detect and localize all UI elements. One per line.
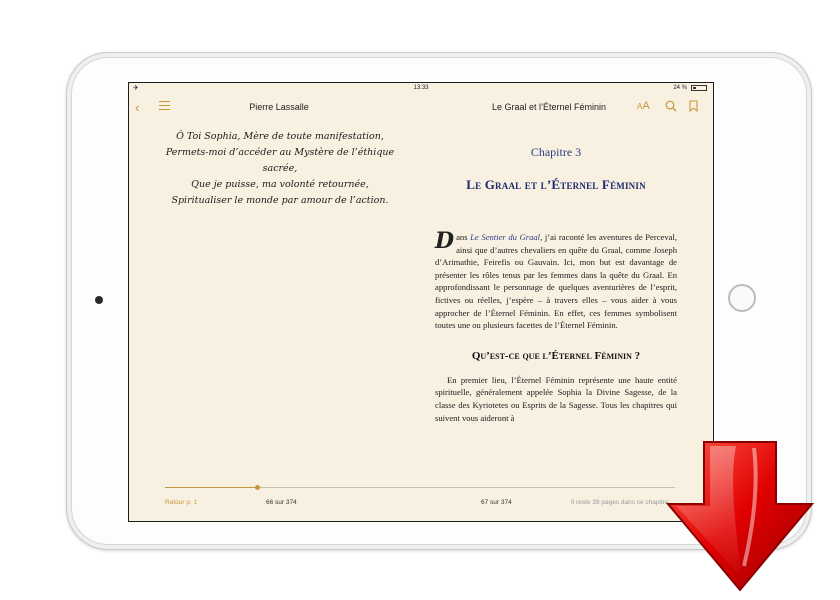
drop-cap: D — [435, 228, 455, 254]
front-camera — [95, 296, 103, 304]
home-button[interactable] — [728, 284, 756, 312]
search-icon[interactable] — [665, 100, 677, 112]
airplane-icon: ✈ — [133, 85, 139, 92]
dedication-verse — [155, 129, 405, 209]
verse-line: Que je puisse, ma volonté retournée, — [191, 179, 369, 190]
pages-remaining: Il reste 39 pages dans ce chapitre — [571, 499, 669, 506]
page-progress-slider[interactable] — [165, 487, 675, 488]
download-arrow-icon[interactable] — [664, 438, 816, 594]
reader-screen — [128, 82, 714, 522]
right-page — [435, 123, 677, 424]
back-to-page-link[interactable]: Retour p. 1 — [165, 499, 198, 506]
battery-icon — [691, 85, 707, 91]
toc-icon[interactable] — [159, 101, 170, 111]
back-chevron-icon[interactable]: ‹ — [135, 100, 140, 115]
bookmark-icon[interactable] — [689, 100, 698, 112]
verse-line: sacrée, — [262, 163, 298, 174]
right-page-count: 67 sur 374 — [481, 499, 512, 506]
reader-toolbar — [129, 95, 713, 121]
verse-line: Permets-moi d’accéder au Mystère de l’éthique — [165, 147, 395, 158]
paragraph-2: En premier lieu, l’Éternel Féminin représente une haute entité spirituelle, généralement appelée Sophia la Divine Sagesse, de la classe des Kyriotetes ou Esprits de la Sagesse. Tous les chapitres qui suivent vous aideront à — [435, 374, 677, 423]
verse-line: Ô Toi Sophia, Mère de toute manifestation, — [176, 131, 384, 142]
author-name: Pierre Lassalle — [249, 102, 309, 112]
font-size-icon[interactable]: AA — [637, 100, 650, 112]
paragraph-1: Dans Le Sentier du Graal, j’ai raconté les aventures de Perceval, ainsi que d’autres chevaliers en quête du Graal, comme Joseph d’Arimathie, Feirefis ou Gauvain. Ici, mon but est davantage de présenter les rôles tenus par les femmes dans la quête du Graal. En approfondissant le personnage de quelques aventurières de l’esprit, fictives ou réelles, j’espère – à travers elles – vous aider à vous approcher de l’Éternel Féminin. En effet, ces femmes symbolisent toutes une ou plusieurs facettes de l’Éternel Féminin. — [435, 228, 677, 331]
progress-knob[interactable] — [255, 485, 260, 490]
status-bar — [129, 83, 713, 94]
chapter-title: Le Graal et l’Éternel Féminin — [466, 177, 646, 192]
left-page-count: 66 sur 374 — [266, 499, 297, 506]
chapter-label: Chapitre 3 — [530, 145, 582, 159]
book-title: Le Graal et l’Éternel Féminin — [491, 102, 607, 112]
verse-line: Spiritualiser le monde par amour de l’action. — [171, 195, 389, 206]
progress-fill — [165, 487, 257, 488]
status-time: 13:33 — [413, 85, 429, 91]
book-reference-link[interactable]: Le Sentier du Graal — [470, 232, 541, 242]
section-title: Qu’est-ce que l’Éternel Féminin ? — [471, 349, 641, 362]
battery-percent: 24 % — [673, 85, 687, 91]
